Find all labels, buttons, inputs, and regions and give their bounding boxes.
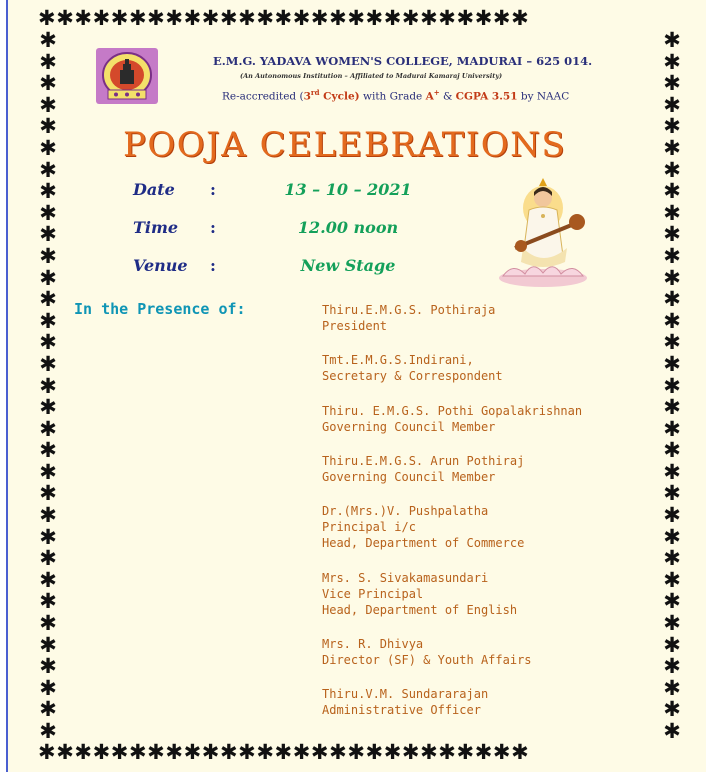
- dignitary-1: [322, 302, 652, 334]
- dignitary-name: Thiru.E.M.G.S. Pothiraja: [322, 303, 496, 317]
- college-emblem-icon: [96, 48, 158, 104]
- time-value: 12.00 noon: [297, 218, 399, 237]
- right-star-border: ✱ ✱ ✱ ✱ ✱ ✱ ✱ ✱ ✱ ✱ ✱ ✱ ✱ ✱ ✱ ✱ ✱ ✱ ✱ ✱ ✱ ✱ ✱ ✱ ✱ ✱ ✱ ✱ ✱ ✱ ✱ ✱ ✱: [663, 30, 681, 742]
- dignitary-role: Vice Principal: [322, 587, 424, 601]
- dignitary-role: Head, Department of Commerce: [322, 536, 525, 550]
- date-value: 13 – 10 – 2021: [284, 180, 412, 199]
- dignitary-4: [322, 453, 652, 485]
- left-star-border: ✱ ✱ ✱ ✱ ✱ ✱ ✱ ✱ ✱ ✱ ✱ ✱ ✱ ✱ ✱ ✱ ✱ ✱ ✱ ✱ ✱ ✱ ✱ ✱ ✱ ✱ ✱ ✱ ✱ ✱ ✱ ✱ ✱: [39, 30, 57, 742]
- dignitary-role: Secretary & Correspondent: [322, 369, 503, 383]
- dignitary-7: [322, 636, 652, 668]
- dignitary-role: President: [322, 319, 388, 333]
- venue-colon: :: [210, 256, 216, 275]
- time-colon: :: [210, 218, 216, 237]
- dignitary-6: [322, 570, 652, 618]
- dignitary-8: [322, 686, 652, 718]
- time-label: Time: [133, 218, 179, 237]
- goddess-saraswati-icon: [493, 178, 593, 290]
- presence-heading: In the Presence of:: [74, 300, 246, 318]
- dignitary-role: Governing Council Member: [322, 470, 496, 484]
- college-affiliation: (An Autonomous Institution – Affiliated to Madurai Kamaraj University): [240, 72, 503, 80]
- dignitary-2: [322, 352, 652, 384]
- dignitary-name: Thiru.V.M. Sundararajan: [322, 687, 489, 701]
- college-name: E.M.G. YADAVA WOMEN'S COLLEGE, MADURAI – 625 014.: [213, 54, 593, 68]
- dignitary-name: Tmt.E.M.G.S.Indirani,: [322, 353, 474, 367]
- date-colon: :: [210, 180, 216, 199]
- accreditation-line: Re-accredited (3rd Cycle) with Grade A+ & CGPA 3.51 by NAAC: [222, 88, 570, 103]
- event-title: POOJA CELEBRATIONS: [123, 125, 567, 165]
- dignitary-role: Principal i/c: [322, 520, 416, 534]
- dignitary-name: Thiru. E.M.G.S. Pothi Gopalakrishnan: [322, 404, 583, 418]
- dignitary-role: Governing Council Member: [322, 420, 496, 434]
- dignitary-5: [322, 503, 652, 551]
- top-star-border: ✱✱✱✱✱✱✱✱✱✱✱✱✱✱✱✱✱✱✱✱✱✱✱✱✱✱✱: [38, 6, 530, 30]
- dignitary-3: [322, 403, 652, 435]
- bottom-star-border: ✱✱✱✱✱✱✱✱✱✱✱✱✱✱✱✱✱✱✱✱✱✱✱✱✱✱✱: [38, 740, 530, 764]
- dignitary-name: Mrs. R. Dhivya: [322, 637, 424, 651]
- dignitary-name: Mrs. S. Sivakamasundari: [322, 571, 489, 585]
- venue-label: Venue: [133, 256, 188, 275]
- invitation-page: [6, 0, 706, 772]
- dignitary-role: Director (SF) & Youth Affairs: [322, 653, 532, 667]
- dignitary-role: Head, Department of English: [322, 603, 518, 617]
- venue-value: New Stage: [300, 256, 396, 275]
- dignitary-role: Administrative Officer: [322, 703, 481, 717]
- dignitary-name: Thiru.E.M.G.S. Arun Pothiraj: [322, 454, 525, 468]
- date-label: Date: [133, 180, 175, 199]
- dignitary-name: Dr.(Mrs.)V. Pushpalatha: [322, 504, 489, 518]
